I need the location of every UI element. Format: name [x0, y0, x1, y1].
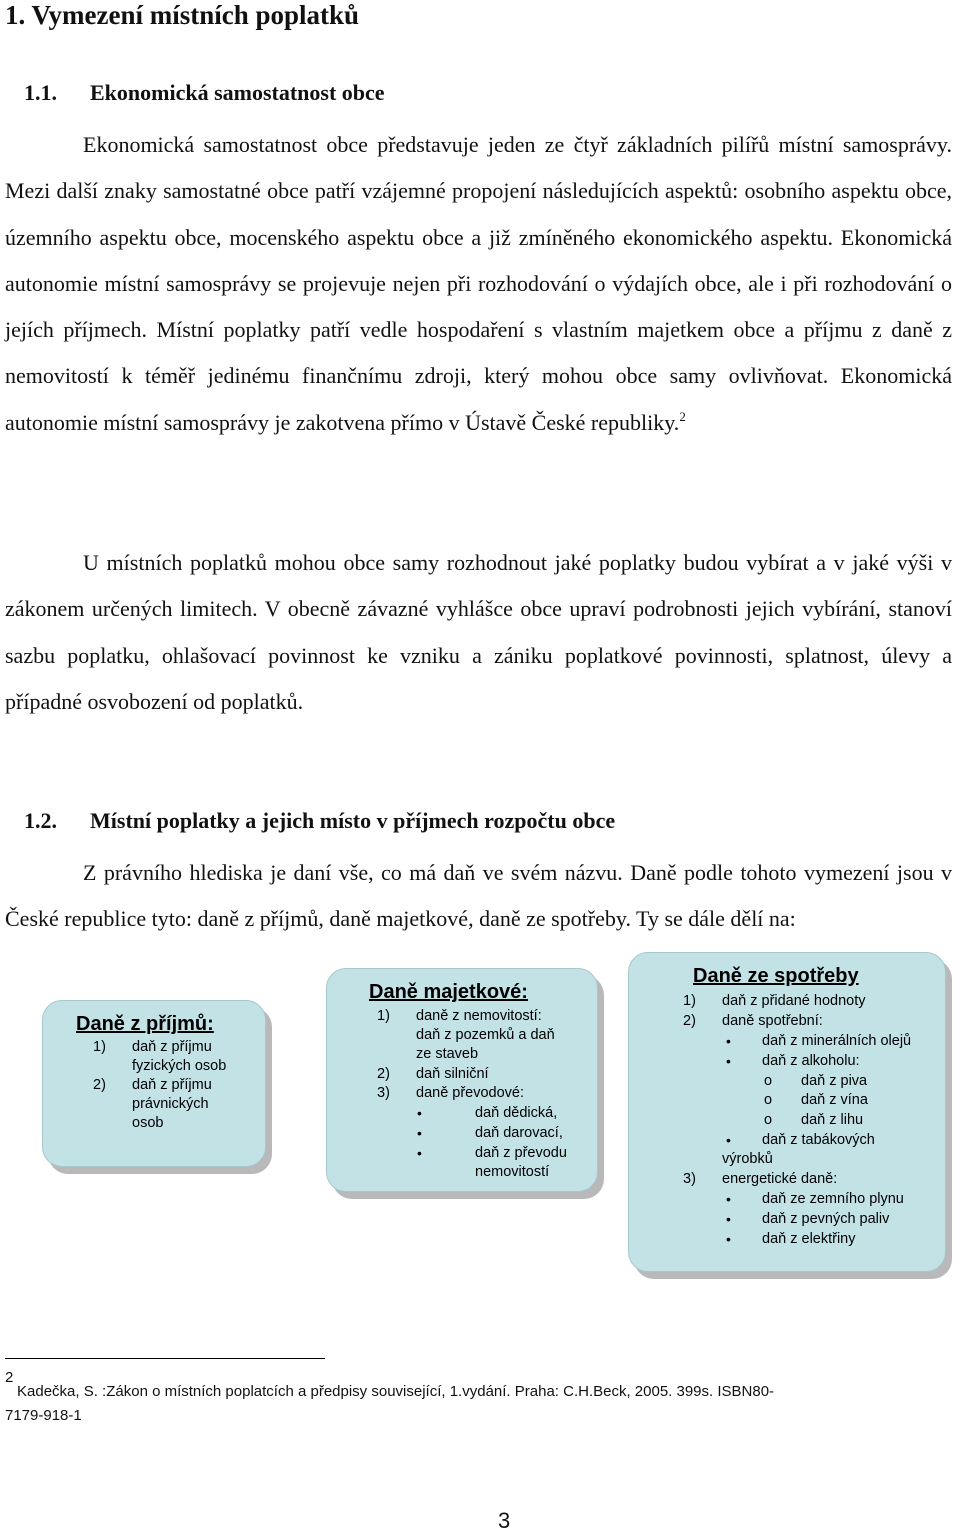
list-item: daně z nemovitostí: — [416, 1008, 542, 1024]
section-number: 1.2. — [24, 808, 57, 833]
list-item: daň darovací, — [475, 1125, 563, 1141]
circle-bullet-icon: o — [764, 1112, 773, 1128]
list-item: daně spotřební: — [722, 1013, 823, 1029]
list-item: daň z pozemků a daň — [416, 1027, 555, 1043]
property-tax-title: Daně majetkové: — [369, 981, 528, 1003]
section-heading-1-2 — [24, 808, 615, 834]
property-tax-box — [326, 968, 598, 1192]
paragraph-text: Ekonomická samostatnost obce představuje jeden ze čtyř základních pilířů místní samosprávy. Mezi další znaky samostatné obce patří vzájemné propojení následujících aspektů: osobního aspektu obce, územního aspektu obce, mocenského aspektu obce a již zmíněného ekonomického aspektu. Ekonomická autonomie místní samosprávy se projevuje nejen při rozhodování o výdajích obce, ale i při rozhodování o jejích příjmech. Místní poplatky patří vedle hospodaření s vlastním majetkem obce a příjmu z daně z nemovitostí k téměř jedinému finančnímu zdroji, který mohou obce samy ovlivňovat. Ekonomická autonomie místní samosprávy je zakotvena přímo v Ústavě České republiky. — [5, 132, 952, 435]
footnote-reference: 2 — [679, 408, 686, 424]
paragraph-tax-definition: Z právního hlediska je daní vše, co má daň ve svém názvu. Daně podle tohoto vymezení jsou v České republice tyto: daně z příjmů, daně majetkové, daně ze spotřeby. Ty se dále dělí na: — [5, 860, 952, 932]
list-number: 2) — [377, 1066, 390, 1082]
list-item: daň z tabákových — [762, 1132, 875, 1148]
bullet-icon: • — [417, 1145, 422, 1161]
section-heading-1-1 — [24, 80, 385, 106]
section-title: Ekonomická samostatnost obce — [90, 80, 385, 105]
consumption-tax-title: Daně ze spotřeby — [693, 965, 859, 987]
bullet-icon: • — [726, 1191, 731, 1207]
bullet-icon: • — [726, 1033, 731, 1049]
list-number: 1) — [377, 1008, 390, 1024]
list-item: daň z minerálních olejů — [762, 1033, 912, 1049]
bullet-icon: • — [417, 1125, 422, 1141]
list-item: daň z alkoholu: — [762, 1053, 860, 1069]
bullet-icon: • — [417, 1105, 422, 1121]
income-tax-title: Daně z příjmů: — [76, 1013, 214, 1035]
footnote-text: Kadečka, S. :Zákon o místních poplatcích a předpisy související, 1.vydání. Praha: C.H.Beck, 2005. 399s. ISBN80- — [17, 1383, 775, 1400]
bullet-icon: • — [726, 1231, 731, 1247]
list-item: daň z lihu — [801, 1112, 864, 1128]
list-number: 2) — [93, 1077, 106, 1093]
section-number: 1.1. — [24, 80, 57, 105]
list-item: daň z příjmu — [132, 1039, 212, 1055]
list-item: daň z přidané hodnoty — [722, 993, 866, 1009]
circle-bullet-icon: o — [764, 1092, 773, 1108]
footnote-text-continued: 7179-918-1 — [5, 1407, 82, 1424]
list-number: 2) — [683, 1013, 696, 1029]
bullet-icon: • — [726, 1132, 731, 1148]
list-item: výrobků — [722, 1151, 773, 1167]
chapter-number: 1. — [5, 0, 26, 30]
list-item: daň ze zemního plynu — [762, 1191, 904, 1207]
income-tax-box — [42, 1000, 266, 1167]
list-number: 3) — [683, 1171, 696, 1187]
list-item: daň z převodu — [475, 1145, 567, 1161]
list-item: daně převodové: — [416, 1085, 525, 1101]
list-item: daň z piva — [801, 1073, 868, 1089]
consumption-tax-box — [628, 952, 946, 1272]
paragraph-economic-autonomy — [5, 122, 952, 446]
list-item: ze staveb — [416, 1046, 479, 1062]
page-number: 3 — [498, 1508, 511, 1533]
list-item: daň z příjmu — [132, 1077, 212, 1093]
bullet-icon: • — [726, 1053, 731, 1069]
list-item: daň dědická, — [475, 1105, 558, 1121]
list-item: energetické daně: — [722, 1171, 838, 1187]
footnote-divider — [5, 1358, 325, 1359]
list-item: nemovitostí — [475, 1164, 550, 1180]
chapter-heading — [5, 0, 359, 31]
list-item: daň z pevných paliv — [762, 1211, 890, 1227]
list-item: fyzických osob — [132, 1058, 227, 1074]
circle-bullet-icon: o — [764, 1073, 773, 1089]
list-item: daň silniční — [416, 1066, 489, 1082]
list-item: osob — [132, 1115, 164, 1131]
bullet-icon: • — [726, 1211, 731, 1227]
list-item: daň z vína — [801, 1092, 868, 1108]
list-number: 1) — [683, 993, 696, 1009]
list-number: 1) — [93, 1039, 106, 1055]
list-item: právnických — [132, 1096, 209, 1112]
section-title: Místní poplatky a jejich místo v příjmech rozpočtu obce — [90, 808, 616, 833]
footnote-mark: 2 — [5, 1369, 14, 1386]
paragraph-local-fees: U místních poplatků mohou obce samy rozhodnout jaké poplatky budou vybírat a v jaké výši v zákonem určených limitech. V obecně závazné vyhlášce obce upraví podrobnosti jejich vybírání, stanoví sazbu poplatku, ohlašovací povinnost ke vzniku a zániku poplatkové povinnosti, splatnost, úlevy a případné osvobození od poplatků. — [5, 550, 952, 714]
list-item: daň z elektřiny — [762, 1231, 856, 1247]
chapter-title: Vymezení místních poplatků — [31, 0, 360, 30]
list-number: 3) — [377, 1085, 390, 1101]
